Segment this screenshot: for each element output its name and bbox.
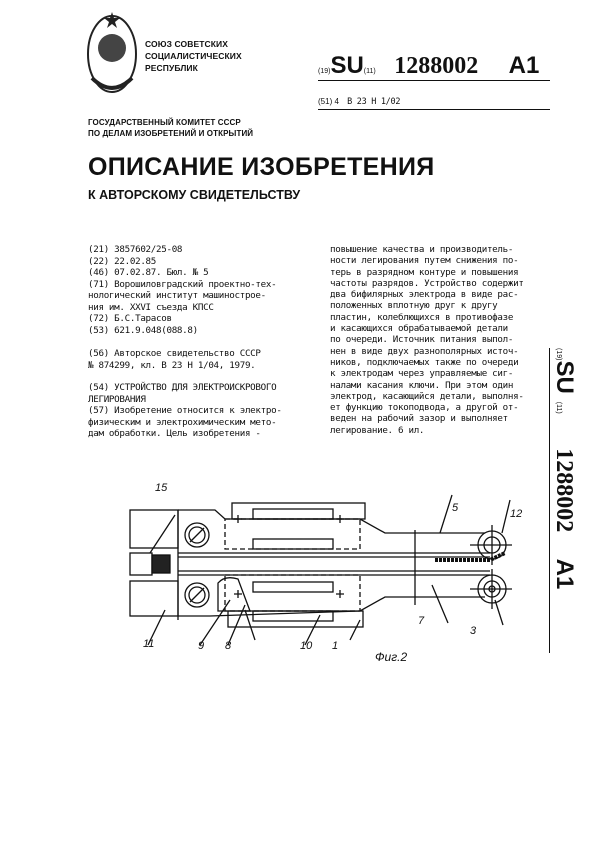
committee-line: ГОСУДАРСТВЕННЫЙ КОМИТЕТ СССР	[88, 118, 241, 127]
country-code: SU	[551, 360, 578, 394]
biblio-line: (46) 07.02.87. Бюл. № 5	[88, 267, 209, 278]
ussr-emblem-icon	[84, 8, 140, 104]
abstract-line: положенных вплотную друг к другу	[330, 300, 498, 312]
patent-id-line	[318, 52, 550, 81]
figure-label: 5	[452, 502, 459, 514]
figure-label: 12	[510, 508, 523, 520]
union-line: РЕСПУБЛИК	[145, 63, 198, 73]
country-code: SU	[330, 52, 364, 79]
biblio-line: (22) 22.02.85	[88, 255, 157, 267]
document-subtitle: К АВТОРСКОМУ СВИДЕТЕЛЬСТВУ	[88, 188, 301, 202]
biblio-line: (72) Б.С.Тарасов	[88, 313, 172, 324]
abstract-text	[330, 244, 524, 436]
figure-label: 9	[198, 640, 205, 652]
biblio-line: (21) 3857602/25-08	[88, 244, 183, 255]
side-stamp	[549, 348, 578, 653]
biblio-line: (71) Ворошиловградский проектно-тех-	[88, 278, 277, 290]
abstract-line: ности легирования путем снижения по-	[330, 255, 519, 267]
code-11: (11)	[363, 68, 376, 75]
abstract-line: легирование. 6 ил.	[330, 424, 425, 436]
abstract-line: терь в разрядном контуре и повышения	[330, 266, 519, 278]
abstract-line: ников, подключаемых также по очереди	[330, 356, 519, 368]
committee-line: ПО ДЕЛАМ ИЗОБРЕТЕНИЙ И ОТКРЫТИЙ	[88, 129, 254, 138]
kind-code: A1	[508, 52, 540, 79]
patent-number: 1288002	[394, 53, 479, 79]
figure-2-drawing	[110, 475, 530, 670]
figure-label: 7	[418, 615, 425, 627]
figure-label: 11	[143, 638, 155, 650]
kind-code: A1	[551, 558, 578, 590]
biblio-line: (53) 621.9.048(088.8)	[88, 324, 198, 336]
union-name	[145, 38, 242, 74]
committee	[88, 117, 253, 139]
biblio-line: (54) УСТРОЙСТВО ДЛЯ ЭЛЕКТРОИСКРОВОГО	[88, 382, 277, 393]
figure-label: 3	[470, 625, 477, 637]
abstract-line: и касающихся обрабатываемой детали	[330, 323, 508, 335]
figure-label: 8	[225, 640, 232, 652]
biblio-group-3	[88, 382, 282, 440]
abstract-line: к электродам через управляемые сиг-	[330, 368, 514, 380]
biblio-line: (57) Изобретение относится к электро-	[88, 405, 282, 416]
biblio-line: № 874299, кл. В 23 Н 1/04, 1979.	[88, 359, 256, 371]
figure-label: 10	[300, 640, 313, 652]
code-11: (11)	[555, 401, 562, 414]
ipc-label: (51) 4	[318, 97, 339, 106]
abstract-line: ет функцию токоподвода, а другой от-	[330, 402, 519, 414]
union-line: СОЮЗ СОВЕТСКИХ	[145, 39, 229, 49]
union-line: СОЦИАЛИСТИЧЕСКИХ	[145, 51, 242, 61]
biblio-group-1	[88, 244, 276, 336]
abstract-line: по очереди. Источник питания выпол-	[330, 334, 514, 346]
ipc-code: В 23 Н 1/02	[347, 97, 401, 107]
biblio-line: дам обработки. Цель изобретения -	[88, 428, 261, 439]
abstract-line: повышение качества и производитель-	[330, 244, 514, 255]
biblio-line: нологический институт машинострое-	[88, 290, 266, 301]
patent-number: 1288002	[551, 448, 577, 533]
figure-label: 15	[155, 482, 168, 494]
biblio-line: ния им. XXVI съезда КПСС	[88, 301, 214, 313]
biblio-line: (56) Авторское свидетельство СССР	[88, 348, 261, 359]
abstract-line: пластин, колеблющихся в противофазе	[330, 311, 514, 323]
biblio-line: физическим и электрохимическим мето-	[88, 416, 277, 428]
document-title: ОПИСАНИЕ ИЗОБРЕТЕНИЯ	[88, 153, 435, 181]
figure-label: 1	[332, 640, 339, 652]
abstract-line: два бифилярных электрода в виде рас-	[330, 289, 519, 301]
biblio-group-2	[88, 348, 261, 371]
figure-caption: Фиг.2	[375, 650, 408, 664]
abstract-line: налами касания ключи. При этом один	[330, 379, 514, 391]
abstract-line: частоты разрядов. Устройство содержит	[330, 277, 524, 289]
abstract-line: электрод, касающийся детали, выполня-	[330, 390, 524, 402]
code-19: (19)	[555, 348, 562, 361]
code-19: (19)	[318, 68, 331, 75]
abstract-line: нен в виде двух разнополярных источ-	[330, 345, 519, 357]
abstract-line: веден на рабочий зазор и выполняет	[330, 413, 508, 425]
ipc-line	[318, 97, 550, 110]
biblio-line: ЛЕГИРОВАНИЯ	[88, 393, 146, 405]
